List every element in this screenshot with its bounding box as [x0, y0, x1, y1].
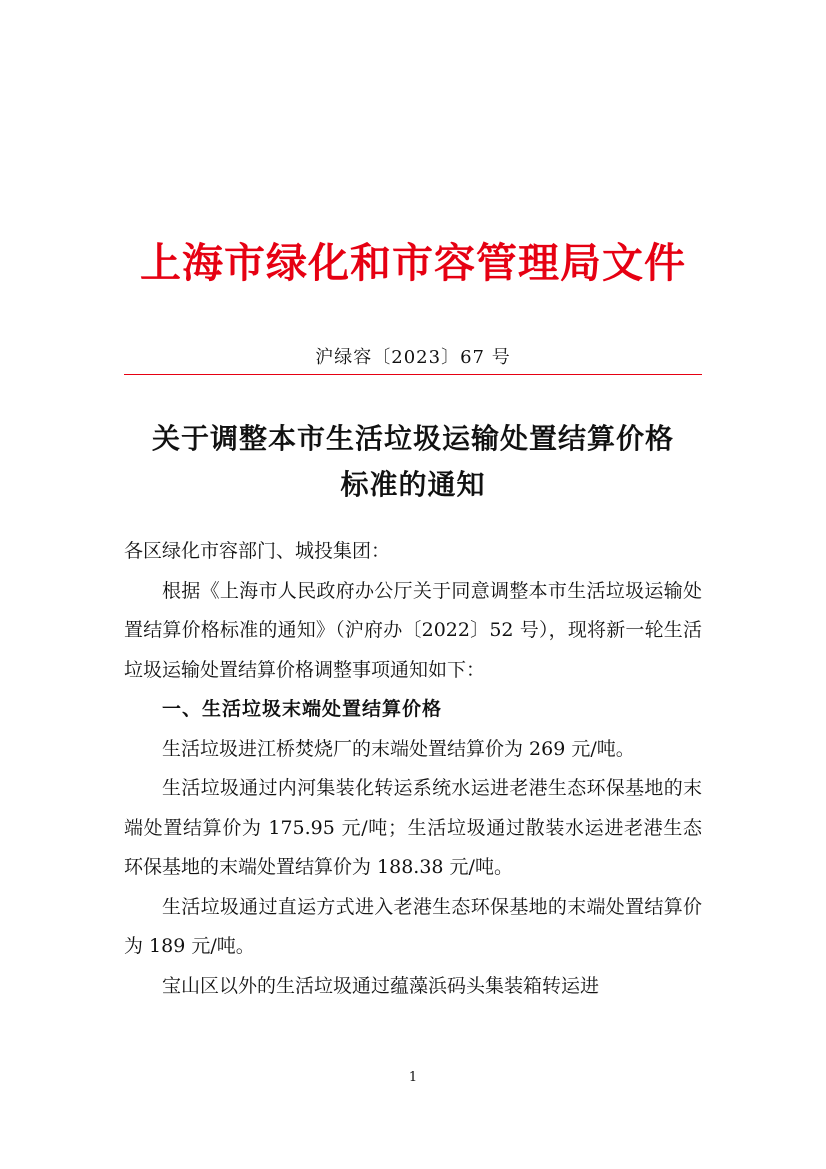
notice-title-line-2: 标准的通知 — [340, 468, 486, 501]
document-number: 沪绿容〔2023〕67 号 — [315, 347, 511, 368]
page-number: 1 — [408, 1070, 418, 1085]
recipients: 各区绿化市容部门、城投集团： — [124, 540, 391, 562]
notice-title-line-1: 关于调整本市生活垃圾运输处置结算价格 — [151, 422, 674, 455]
intro-paragraph: 根据《上海市人民政府办公厅关于同意调整本市生活垃圾运输处置结算价格标准的通知》（沪府办〔2022〕52 号），现将新一轮生活垃圾运输处置结算价格调整事项通知如下： — [124, 579, 702, 681]
notice-title — [110, 416, 716, 508]
notice-body — [124, 532, 702, 1006]
section-1-heading: 一、生活垃圾末端处置结算价格 — [162, 698, 443, 720]
paragraph: 宝山区以外的生活垃圾通过蕴藻浜码头集装箱转运进 — [162, 974, 600, 997]
paragraph: 生活垃圾通过直运方式进入老港生态环保基地的末端处置结算价为 189 元/吨。 — [124, 895, 702, 957]
red-divider-line — [124, 374, 702, 375]
issuing-authority-header: 上海市绿化和市容管理局文件 — [140, 239, 686, 287]
paragraph: 生活垃圾进江桥焚烧厂的末端处置结算价为 269 元/吨。 — [162, 737, 635, 760]
paragraph: 生活垃圾通过内河集装化转运系统水运进老港生态环保基地的末端处置结算价为 175.95 元/吨；生活垃圾通过散装水运进老港生态环保基地的末端处置结算价为 188.38 元/吨。 — [124, 777, 702, 878]
